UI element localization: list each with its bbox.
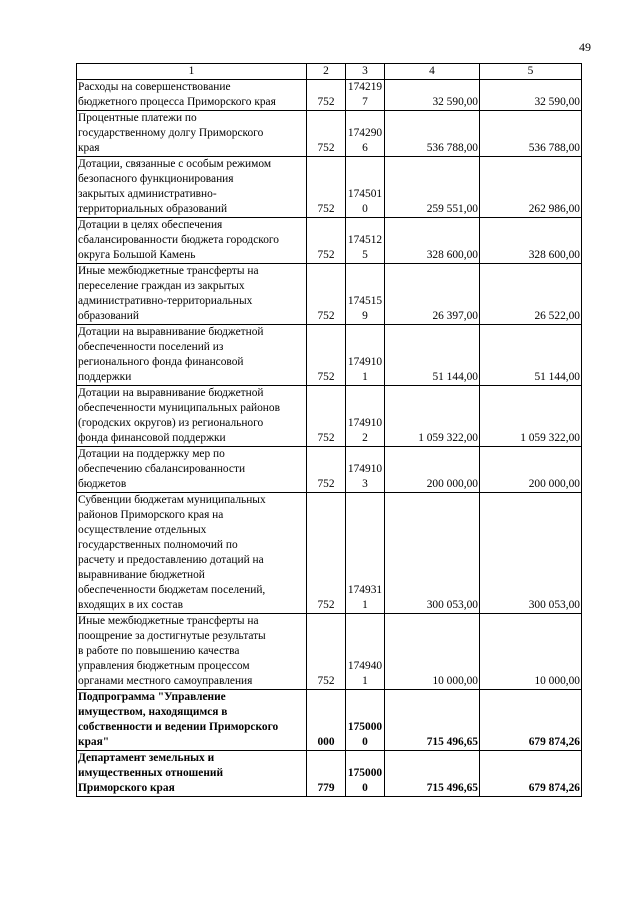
row-target-code	[346, 690, 385, 751]
description-line: Дотации, связанные с особым режимом	[78, 158, 272, 170]
description-line: Субвенции бюджетам муниципальных	[78, 494, 266, 506]
row-description	[77, 493, 307, 614]
row-ministry-code: 779	[307, 751, 346, 797]
description-line: регионального фонда финансовой	[78, 356, 244, 368]
row-description	[77, 751, 307, 797]
target-code-part: 1	[362, 599, 368, 611]
row-description	[77, 690, 307, 751]
description-line: сбалансированности бюджета городского	[78, 234, 280, 246]
description-line: образований	[78, 310, 139, 322]
target-code-part: 6	[362, 142, 368, 154]
target-code-part: 2	[362, 432, 368, 444]
description-line: входящих в их состав	[78, 599, 183, 611]
row-ministry-code: 752	[307, 325, 346, 386]
row-amount-year-1: 10 000,00	[385, 614, 480, 690]
row-description	[77, 157, 307, 218]
row-amount-year-1: 715 496,65	[385, 690, 480, 751]
row-amount-year-2: 26 522,00	[480, 264, 582, 325]
row-amount-year-2: 536 788,00	[480, 111, 582, 157]
target-code-part: 0	[362, 782, 368, 794]
budget-table	[76, 63, 582, 797]
target-code-part: 174501	[347, 188, 383, 200]
table-row	[77, 690, 582, 751]
row-target-code	[346, 157, 385, 218]
row-amount-year-1: 200 000,00	[385, 447, 480, 493]
row-target-code	[346, 264, 385, 325]
description-line: органами местного самоуправления	[78, 675, 253, 687]
description-line: имуществом, находящимся в	[78, 706, 228, 718]
target-code-part: 174910	[347, 356, 383, 368]
row-ministry-code: 752	[307, 386, 346, 447]
row-amount-year-1: 536 788,00	[385, 111, 480, 157]
description-line: Приморского края	[78, 782, 175, 794]
target-code-part: 174290	[347, 127, 383, 139]
row-description	[77, 325, 307, 386]
row-amount-year-2: 1 059 322,00	[480, 386, 582, 447]
description-line: выравнивание бюджетной	[78, 569, 205, 581]
target-code-part: 0	[362, 736, 368, 748]
row-target-code	[346, 447, 385, 493]
target-code-part: 0	[362, 203, 368, 215]
row-amount-year-2: 32 590,00	[480, 80, 582, 111]
table-header-row	[77, 64, 582, 80]
target-code-part: 175000	[347, 721, 383, 733]
page-number: 49	[579, 40, 591, 54]
description-line: края"	[78, 736, 110, 748]
row-ministry-code: 752	[307, 447, 346, 493]
row-description	[77, 111, 307, 157]
table-row	[77, 751, 582, 797]
row-amount-year-2: 51 144,00	[480, 325, 582, 386]
row-ministry-code: 752	[307, 264, 346, 325]
row-description	[77, 264, 307, 325]
row-amount-year-2: 200 000,00	[480, 447, 582, 493]
table-row	[77, 80, 582, 111]
description-line: собственности и ведении Приморского	[78, 721, 279, 733]
description-line: Иные межбюджетные трансферты на	[78, 615, 259, 627]
description-line: обеспеченности бюджетам поселений,	[78, 584, 266, 596]
budget-table-body	[77, 64, 582, 797]
header-col-5: 5	[480, 64, 582, 80]
header-col-4: 4	[385, 64, 480, 80]
row-ministry-code: 752	[307, 111, 346, 157]
target-code-part: 175000	[347, 767, 383, 779]
description-line: обеспеченности поселений из	[78, 341, 224, 353]
row-ministry-code: 000	[307, 690, 346, 751]
description-line: Дотации на поддержку мер по	[78, 448, 225, 460]
target-code-part: 9	[362, 310, 368, 322]
description-line: переселение граждан из закрытых	[78, 280, 245, 292]
target-code-part: 174910	[347, 463, 383, 475]
row-description	[77, 447, 307, 493]
row-description	[77, 80, 307, 111]
description-line: административно-территориальных	[78, 295, 253, 307]
table-row	[77, 111, 582, 157]
row-amount-year-1: 26 397,00	[385, 264, 480, 325]
row-amount-year-2: 328 600,00	[480, 218, 582, 264]
target-code-part: 1	[362, 371, 368, 383]
header-col-1: 1	[77, 64, 307, 80]
row-amount-year-2: 262 986,00	[480, 157, 582, 218]
description-line: Процентные платежи по	[78, 112, 197, 124]
description-line: Иные межбюджетные трансферты на	[78, 265, 259, 277]
table-row	[77, 325, 582, 386]
row-amount-year-2: 300 053,00	[480, 493, 582, 614]
row-description	[77, 614, 307, 690]
target-code-part: 174931	[347, 584, 383, 596]
header-col-3: 3	[346, 64, 385, 80]
description-line: бюджетного процесса Приморского края	[78, 96, 276, 108]
target-code-part: 174515	[347, 295, 383, 307]
row-target-code	[346, 614, 385, 690]
header-col-2: 2	[307, 64, 346, 80]
target-code-part: 7	[362, 96, 368, 108]
row-ministry-code: 752	[307, 157, 346, 218]
row-description	[77, 218, 307, 264]
row-amount-year-1: 300 053,00	[385, 493, 480, 614]
target-code-part: 174940	[347, 660, 383, 672]
row-amount-year-1: 715 496,65	[385, 751, 480, 797]
description-line: государственному долгу Приморского	[78, 127, 264, 139]
description-line: бюджетов	[78, 478, 127, 490]
row-amount-year-1: 328 600,00	[385, 218, 480, 264]
description-line: Дотации на выравнивание бюджетной	[78, 387, 264, 399]
row-ministry-code: 752	[307, 614, 346, 690]
table-row	[77, 386, 582, 447]
description-line: (городских округов) из регионального	[78, 417, 264, 429]
description-line: Дотации на выравнивание бюджетной	[78, 326, 264, 338]
target-code-part: 1	[362, 675, 368, 687]
description-line: в работе по повышению качества	[78, 645, 240, 657]
description-line: безопасного функционирования	[78, 173, 234, 185]
row-amount-year-1: 51 144,00	[385, 325, 480, 386]
description-line: поощрение за достигнутые результаты	[78, 630, 266, 642]
target-code-part: 3	[362, 478, 368, 490]
row-target-code	[346, 111, 385, 157]
table-row	[77, 447, 582, 493]
description-line: Дотации в целях обеспечения	[78, 219, 223, 231]
row-ministry-code: 752	[307, 218, 346, 264]
description-line: Департамент земельных и	[78, 752, 215, 764]
row-description	[77, 386, 307, 447]
row-amount-year-1: 259 551,00	[385, 157, 480, 218]
row-target-code	[346, 80, 385, 111]
row-amount-year-2: 10 000,00	[480, 614, 582, 690]
target-code-part: 5	[362, 249, 368, 261]
row-amount-year-2: 679 874,26	[480, 751, 582, 797]
description-line: фонда финансовой поддержки	[78, 432, 226, 444]
row-target-code	[346, 493, 385, 614]
description-line: края	[78, 142, 100, 154]
table-row	[77, 218, 582, 264]
description-line: управления бюджетным процессом	[78, 660, 250, 672]
description-line: обеспечению сбалансированности	[78, 463, 246, 475]
description-line: расчету и предоставлению дотаций на	[78, 554, 264, 566]
table-row	[77, 264, 582, 325]
table-row	[77, 614, 582, 690]
row-amount-year-1: 1 059 322,00	[385, 386, 480, 447]
description-line: закрытых административно-	[78, 188, 217, 200]
row-target-code	[346, 751, 385, 797]
description-line: имущественных отношений	[78, 767, 224, 779]
description-line: обеспеченности муниципальных районов	[78, 402, 280, 414]
description-line: Подпрограмма "Управление	[78, 691, 226, 703]
table-row	[77, 493, 582, 614]
description-line: районов Приморского края на	[78, 509, 224, 521]
description-line: округа Большой Камень	[78, 249, 196, 261]
table-row	[77, 157, 582, 218]
row-target-code	[346, 386, 385, 447]
row-ministry-code: 752	[307, 493, 346, 614]
description-line: поддержки	[78, 371, 132, 383]
description-line: Расходы на совершенствование	[78, 81, 231, 93]
target-code-part: 174512	[347, 234, 383, 246]
row-target-code	[346, 325, 385, 386]
row-amount-year-1: 32 590,00	[385, 80, 480, 111]
target-code-part: 174219	[347, 81, 383, 93]
description-line: осуществление отдельных	[78, 524, 207, 536]
row-ministry-code: 752	[307, 80, 346, 111]
description-line: государственных полномочий по	[78, 539, 238, 551]
description-line: территориальных образований	[78, 203, 228, 215]
target-code-part: 174910	[347, 417, 383, 429]
row-amount-year-2: 679 874,26	[480, 690, 582, 751]
row-target-code	[346, 218, 385, 264]
